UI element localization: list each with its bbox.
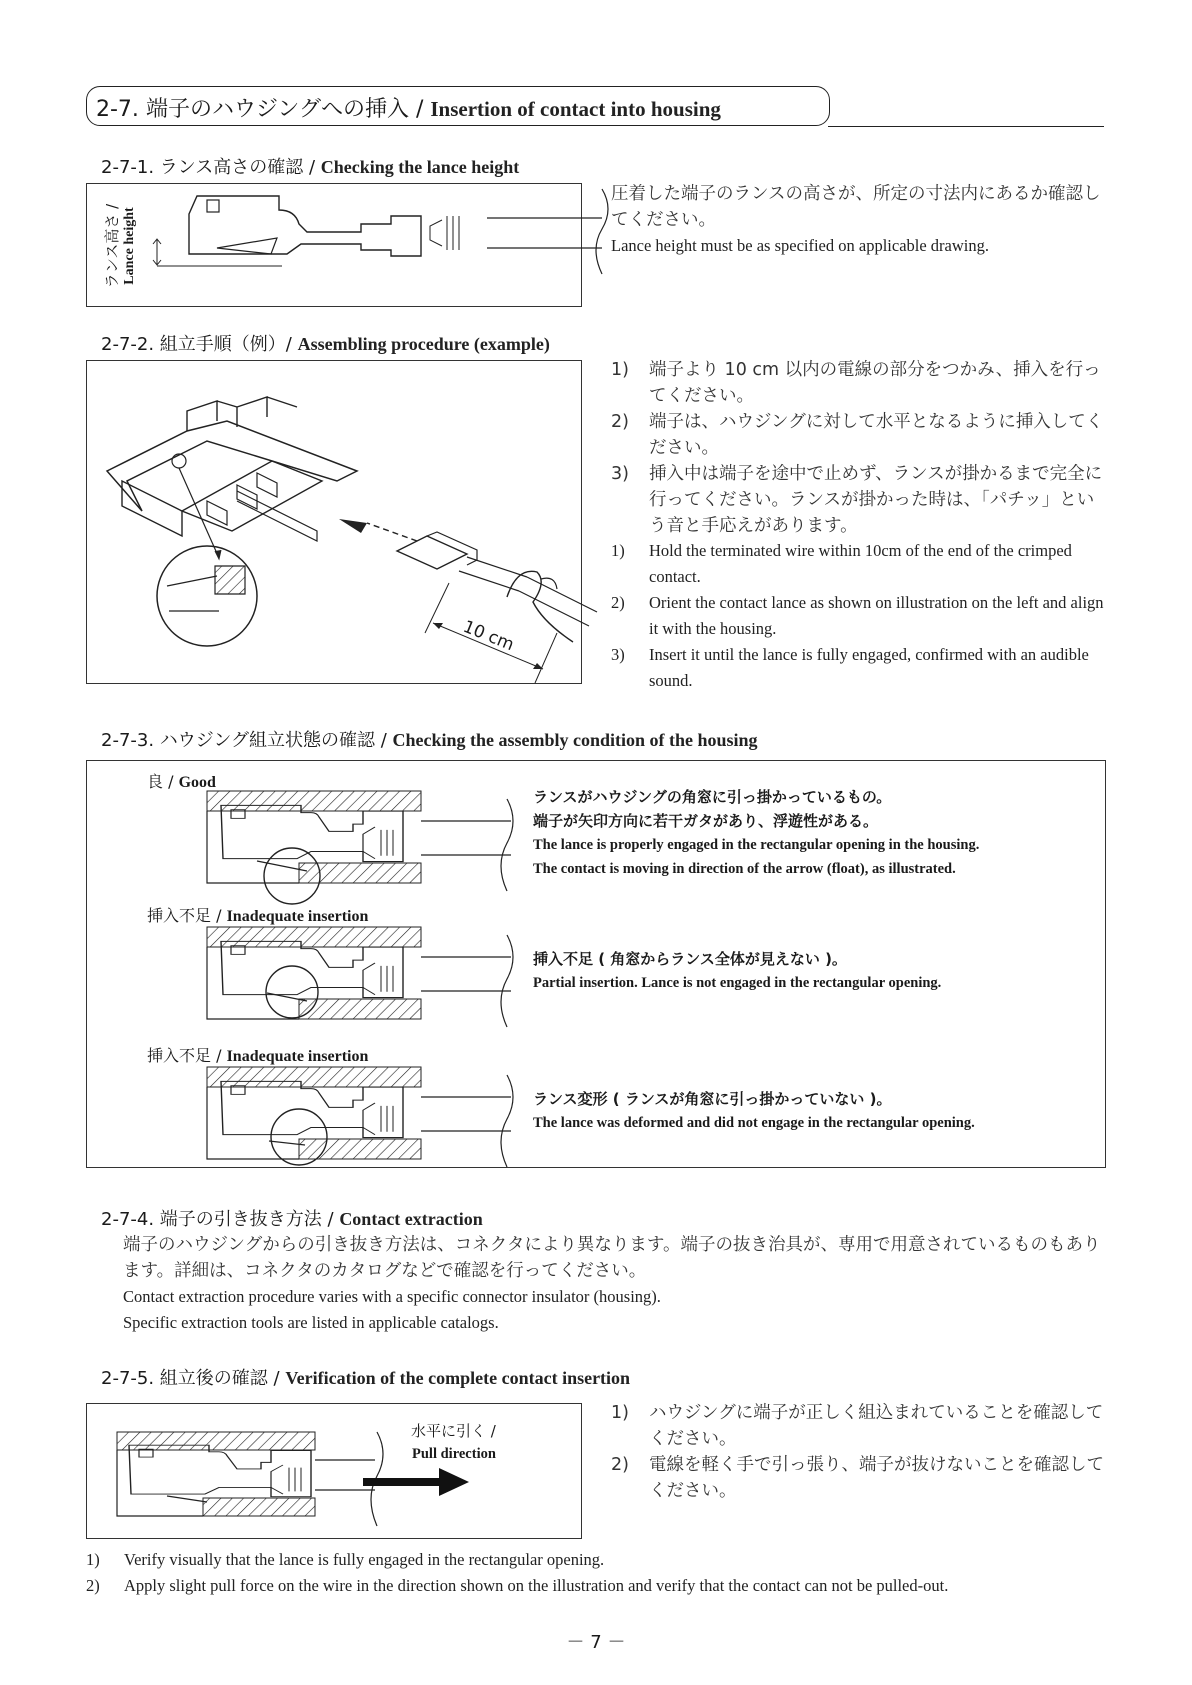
condition-label-good bbox=[147, 769, 216, 792]
step-number: 2) bbox=[86, 1576, 100, 1595]
step-number: 2) bbox=[611, 593, 625, 612]
condition-label-inadequate-2 bbox=[147, 1043, 368, 1066]
step-text: 電線を軽く手で引っ張り、端子が抜けないことを確認してください。 bbox=[649, 1455, 1104, 1501]
s5-steps-jp bbox=[611, 1400, 1109, 1504]
pull-direction-label-en: Pull direction bbox=[412, 1446, 496, 1462]
section-2-7-4-heading bbox=[101, 1205, 483, 1232]
s4-text-en-1: Contact extraction procedure varies with a specific connector insulator (housing). bbox=[123, 1287, 661, 1306]
step-text: 端子は、ハウジングに対して水平となるように挿入してください。 bbox=[649, 412, 1104, 458]
page-number: － 7 － bbox=[566, 1632, 626, 1653]
main-title-rule bbox=[828, 126, 1104, 127]
condition-label-jp: 挿入不足 / bbox=[147, 906, 227, 925]
section-2-7-2-heading bbox=[101, 330, 550, 357]
step-number: 3) bbox=[611, 645, 625, 664]
pull-direction-label-jp: 水平に引く / bbox=[411, 1422, 496, 1440]
step-number: 1) bbox=[611, 360, 629, 380]
section-2-7-3-heading bbox=[101, 726, 758, 753]
s1-text-en: Lance height must be as specified on applicable drawing. bbox=[611, 236, 989, 255]
condition-desc-jp: ランス変形 ( ランスが角窓に引っ掛かっていない )。 bbox=[533, 1090, 892, 1108]
condition-label-inadequate-1 bbox=[147, 903, 368, 926]
step-item bbox=[611, 409, 1109, 461]
section-heading-en: Assembling procedure (example) bbox=[297, 334, 550, 354]
condition-desc-inadequate-2 bbox=[533, 1087, 975, 1135]
s4-text-jp: 端子のハウジングからの引き抜き方法は、コネクタにより異なります。端子の抜き治具が、専用で用意されているものもあります。詳細は、コネクタのカタログなどで確認を行ってください。 bbox=[123, 1235, 1101, 1281]
step-text: Hold the terminated wire within 10cm of the end of the crimped contact. bbox=[649, 541, 1072, 586]
main-title bbox=[96, 92, 721, 123]
step-item bbox=[611, 642, 1109, 694]
main-title-jp: 端子のハウジングへの挿入 / bbox=[145, 97, 431, 122]
step-number: 1) bbox=[86, 1550, 100, 1569]
condition-label-jp: 挿入不足 / bbox=[147, 1046, 227, 1065]
main-title-number: 2-7. bbox=[96, 97, 139, 122]
step-text: Insert it until the lance is fully engaged, confirmed with an audible sound. bbox=[649, 645, 1089, 690]
condition-desc-jp: 端子が矢印方向に若干ガタがあり、浮遊性がある。 bbox=[533, 812, 879, 830]
section-heading-en: Checking the assembly condition of the housing bbox=[392, 730, 758, 750]
step-number: 2) bbox=[611, 1455, 629, 1475]
s5-steps-en bbox=[86, 1547, 1166, 1599]
step-number: 3) bbox=[611, 464, 629, 484]
step-item bbox=[611, 538, 1109, 590]
step-number: 1) bbox=[611, 1403, 629, 1423]
step-text: Orient the contact lance as shown on illustration on the left and align it with the housing. bbox=[649, 593, 1104, 638]
section-2-7-1-heading bbox=[101, 153, 519, 180]
section-heading-en: Checking the lance height bbox=[320, 157, 520, 177]
step-item bbox=[611, 461, 1109, 539]
condition-desc-jp: ランスがハウジングの角窓に引っ掛かっているもの。 bbox=[533, 788, 892, 806]
step-item bbox=[611, 357, 1109, 409]
step-item bbox=[611, 1400, 1109, 1452]
condition-desc-en: The lance is properly engaged in the rectangular opening in the housing. bbox=[533, 837, 980, 853]
step-number: 1) bbox=[611, 541, 625, 560]
condition-desc-en: The contact is moving in direction of the arrow (float), as illustrated. bbox=[533, 861, 956, 877]
section-heading-jp: 2-7-4. 端子の引き抜き方法 / bbox=[101, 1209, 340, 1230]
step-item bbox=[611, 590, 1109, 642]
section-heading-jp: 2-7-3. ハウジング組立状態の確認 / bbox=[101, 730, 393, 751]
step-number: 2) bbox=[611, 412, 629, 432]
section-heading-en: Contact extraction bbox=[339, 1209, 483, 1229]
step-text: 挿入中は端子を途中で止めず、ランスが掛かるまで完全に行ってください。ランスが掛かった時は、「パチッ」という音と手応えがあります。 bbox=[649, 464, 1103, 536]
lance-height-figure bbox=[86, 183, 582, 307]
condition-label-en: Good bbox=[178, 774, 216, 791]
step-text: 端子より 10 cm 以内の電線の部分をつかみ、挿入を行ってください。 bbox=[649, 360, 1101, 406]
step-text: Apply slight pull force on the wire in the direction shown on the illustration and verify that the contact can not be pulled-out. bbox=[124, 1576, 949, 1595]
step-text: ハウジングに端子が正しく組込まれていることを確認してください。 bbox=[649, 1403, 1104, 1449]
condition-label-en: Inadequate insertion bbox=[226, 908, 369, 925]
section-heading-jp: 2-7-5. 組立後の確認 / bbox=[101, 1368, 286, 1389]
s2-steps-jp bbox=[611, 357, 1109, 539]
assembly-condition-box bbox=[86, 760, 1106, 1168]
lance-height-label-en: Lance height bbox=[122, 207, 137, 285]
step-item bbox=[86, 1547, 1166, 1573]
s4-text-en-2: Specific extraction tools are listed in applicable catalogs. bbox=[123, 1313, 499, 1332]
section-2-7-5-heading bbox=[101, 1364, 630, 1391]
section-heading-jp: 2-7-2. 組立手順（例）/ bbox=[101, 334, 298, 355]
step-item bbox=[611, 1452, 1109, 1504]
condition-label-jp: 良 / bbox=[147, 772, 179, 791]
section-heading-en: Verification of the complete contact insertion bbox=[285, 1368, 631, 1388]
step-text: Verify visually that the lance is fully engaged in the rectangular opening. bbox=[124, 1550, 605, 1569]
condition-desc-jp: 挿入不足 ( 角窓からランス全体が見えない )。 bbox=[533, 950, 847, 968]
dimension-10cm-label: 10 cm bbox=[460, 616, 517, 656]
lance-height-label-jp: ランス高さ / bbox=[103, 203, 121, 289]
assembly-figure bbox=[86, 360, 582, 684]
main-title-en: Insertion of contact into housing bbox=[430, 97, 721, 121]
condition-desc-en: Partial insertion. Lance is not engaged in the rectangular opening. bbox=[533, 975, 942, 991]
condition-desc-good bbox=[533, 785, 979, 881]
pull-verification-figure bbox=[86, 1403, 582, 1539]
step-item bbox=[86, 1573, 1166, 1599]
condition-label-en: Inadequate insertion bbox=[226, 1048, 369, 1065]
pull-verification-drawing bbox=[87, 1404, 583, 1540]
s1-text-jp: 圧着した端子のランスの高さが、所定の寸法内にあるか確認してください。 bbox=[611, 184, 1101, 230]
s2-steps-en bbox=[611, 538, 1109, 694]
condition-desc-inadequate-1 bbox=[533, 947, 941, 995]
section-heading-jp: 2-7-1. ランス高さの確認 / bbox=[101, 157, 321, 178]
condition-desc-en: The lance was deformed and did not engage in the rectangular opening. bbox=[533, 1115, 975, 1131]
lance-height-drawing bbox=[87, 184, 583, 308]
